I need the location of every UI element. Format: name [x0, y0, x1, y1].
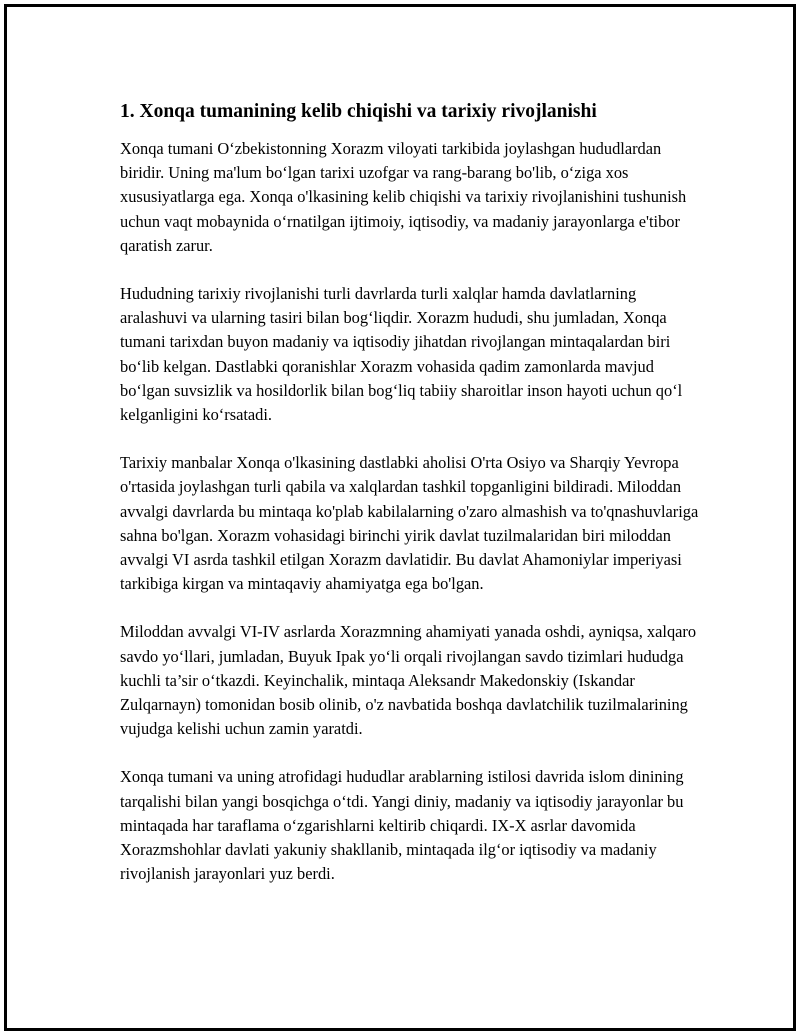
- document-page: [4, 4, 796, 1031]
- paragraph-1: Xonqa tumani O‘zbekistonning Xorazm viloyati tarkibida joylashgan hududlardan biridir. Uning ma'lum bo‘lgan tarixi uzofgar va rang-barang bo'lib, o‘ziga xos xususiyatlarga ega. Xonqa o'lkasining kelib chiqishi va tarixiy rivojlanishini tushunish uchun vaqt mobaynida o‘rnatilgan ijtimoiy, iqtisodiy, va madaniy jarayonlarga e'tibor qaratish zarur.: [120, 139, 687, 255]
- paragraph-3: Tarixiy manbalar Xonqa o'lkasining dastlabki aholisi O'rta Osiyo va Sharqiy Yevropa o'rtasida joylashgan turli qabila va xalqlardan tashkil topganligini bildiradi. Miloddan avvalgi davrlarda bu mintaqa ko'plab kabilalarning o'zaro almashish va to'qnashuvlariga sahna bo'lgan. Xorazm vohasidagi birinchi yirik davlat tuzilmalaridan biri miloddan avvalgi VI asrda tashkil etilgan Xorazm davlatidir. Bu davlat Ahamoniylar imperiyasi tarkibiga kirgan va mintaqaviy ahamiyatga ega bo'lgan.: [120, 453, 699, 594]
- section-heading: 1. Xonqa tumanining kelib chiqishi va tarixiy rivojlanishi: [120, 101, 597, 122]
- paragraph-5: Xonqa tumani va uning atrofidagi hududlar arablarning istilosi davrida islom dinining tarqalishi bilan yangi bosqichga o‘tdi. Yangi diniy, madaniy va iqtisodiy jarayonlar bu mintaqada har taraflama o‘zgarishlarni keltirib chiqardi. IX-X asrlar davomida Xorazmshohlar davlati yakuniy shakllanib, mintaqada ilg‘or iqtisodiy va madaniy rivojlanish jarayonlari yuz berdi.: [120, 767, 684, 884]
- paragraph-4: Miloddan avvalgi VI-IV asrlarda Xorazmning ahamiyati yanada oshdi, ayniqsa, xalqaro savdo yo‘llari, jumladan, Buyuk Ipak yo‘li orqali rivojlangan savdo tizimlari hududga kuchli ta’sir o‘tkazdi. Keyinchalik, mintaqa Aleksandr Makedonskiy (Iskandar Zulqarnayn) tomonidan bosib olinib, o'z navbatida boshqa davlatchilik tuzilmalarining vujudga kelishi uchun zamin yaratdi.: [120, 622, 697, 739]
- paragraph-2: Hududning tarixiy rivojlanishi turli davrlarda turli xalqlar hamda davlatlarning aralashuvi va ularning tasiri bilan bog‘liqdir. Xorazm hududi, shu jumladan, Xonqa tumani tarixdan buyon madaniy va iqtisodiy jihatdan rivojlangan mintaqalardan biri bo‘lib kelgan. Dastlabki qoranishlar Xorazm vohasida qadim zamonlarda mavjud bo‘lgan suvsizlik va hosildorlik bilan bog‘liq tabiiy sharoitlar inson hayoti uchun qo‘l kelganligini ko‘rsatadi.: [120, 284, 683, 425]
- document-body: [120, 99, 700, 886]
